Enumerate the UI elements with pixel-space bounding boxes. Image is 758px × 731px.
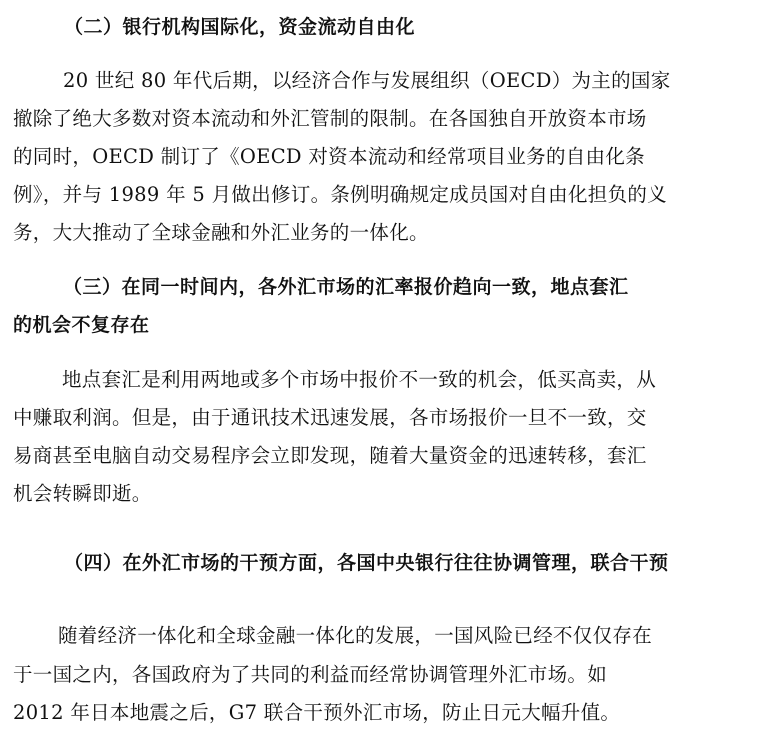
paragraph-line: 20 世纪 80 年代后期，以经济合作与发展组织（OECD）为主的国家 (63, 69, 671, 92)
paragraph-line: 于一国之内，各国政府为了共同的利益而经常协调管理外汇市场。如 (13, 663, 608, 686)
section-heading-3-cont: 的机会不复存在 (13, 314, 150, 336)
paragraph-line: 的同时，OECD 制订了《OECD 对资本流动和经常项目业务的自由化条 (13, 145, 645, 168)
section-heading-2: （二）银行机构国际化，资金流动自由化 (64, 16, 416, 38)
paragraph-line: 中赚取利润。但是，由于通讯技术迅速发展，各市场报价一旦不一致，交 (13, 406, 647, 429)
section-heading-4: （四）在外汇市场的干预方面，各国中央银行往往协调管理，联合干预 (64, 552, 669, 574)
paragraph-line: 随着经济一体化和全球金融一体化的发展，一国风险已经不仅仅存在 (58, 624, 653, 647)
paragraph-line: 务，大大推动了全球金融和外汇业务的一体化。 (13, 221, 429, 244)
section-heading-3: （三）在同一时间内，各外汇市场的汇率报价趋向一致，地点套汇 (63, 276, 629, 298)
paragraph-line: 地点套汇是利用两地或多个市场中报价不一致的机会，低买高卖，从 (62, 368, 657, 391)
paragraph-line: 撤除了绝大多数对资本流动和外汇管制的限制。在各国独自开放资本市场 (13, 107, 647, 130)
paragraph-line: 易商甚至电脑自动交易程序会立即发现，随着大量资金的迅速转移，套汇 (13, 444, 647, 467)
paragraph-line: 例》，并与 1989 年 5 月做出修订。条例明确规定成员国对自由化担负的义 (13, 183, 667, 206)
paragraph-line: 2012 年日本地震之后，G7 联合干预外汇市场，防止日元大幅升值。 (13, 701, 621, 724)
paragraph-line: 机会转瞬即逝。 (13, 482, 152, 505)
